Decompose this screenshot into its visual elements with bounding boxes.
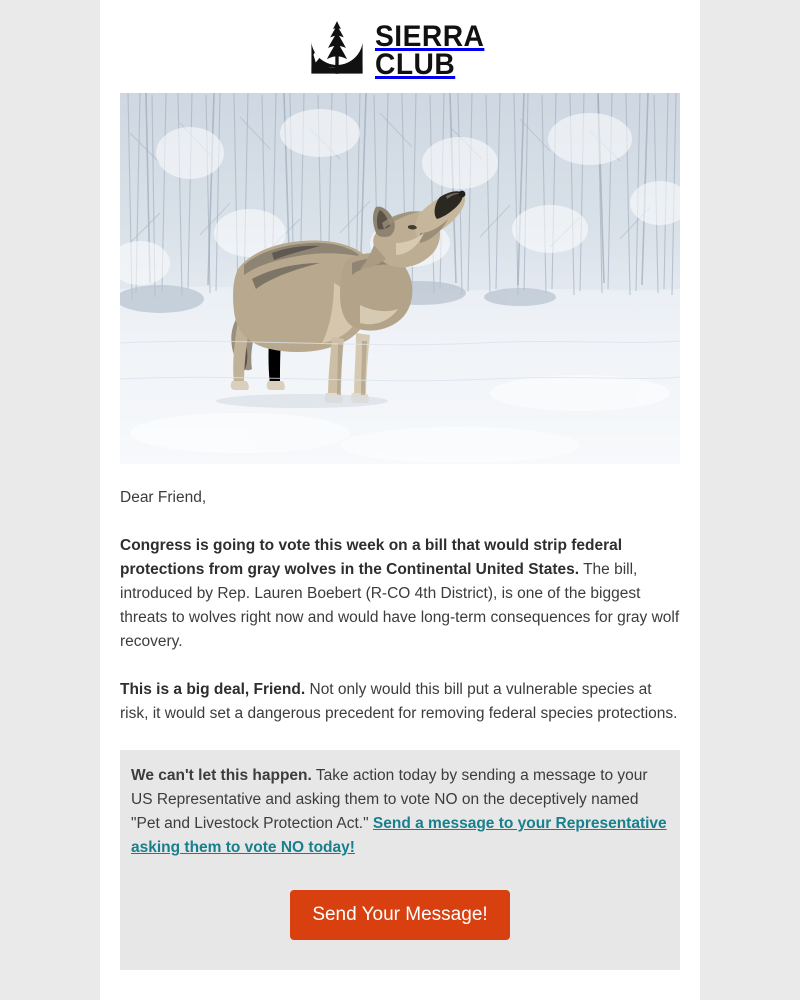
email-footer-space <box>100 970 700 996</box>
email-header <box>100 0 700 93</box>
logo-line-sierra: SIERRA <box>374 19 485 53</box>
email-card <box>100 0 700 1000</box>
paragraph-two <box>120 678 680 726</box>
logo-line-club: CLUB <box>374 47 456 81</box>
paragraph-one <box>120 534 680 654</box>
paragraph-two-lead: This is a big deal, Friend. <box>120 681 306 698</box>
paragraph-one-lead: Congress is going to vote this week on a bill that would strip federal protections from gray wolves in the Continental United States. <box>120 537 623 578</box>
send-message-link[interactable]: Send a message to your Representative asking them to vote NO today! <box>131 815 667 856</box>
send-your-message-button[interactable]: Send Your Message! <box>290 890 509 940</box>
cta-lead: We can't let this happen. <box>131 767 312 784</box>
call-to-action-box <box>120 750 680 866</box>
sierra-club-emblem-icon <box>309 20 365 81</box>
hero-image-container <box>100 93 700 464</box>
howling-wolf-photo[interactable] <box>120 93 680 464</box>
cta-rest: Take action today by sending a message to your US Representative and asking them to vote NO on the deceptively named "Pet and Livestock Protection Act." <box>131 767 648 832</box>
paragraph-one-rest: The bill, introduced by Rep. Lauren Boebert (R-CO 4th District), is one of the biggest threats to wolves right now and would have long-term consequences for gray wolf recovery. <box>120 561 680 650</box>
email-body <box>100 464 700 726</box>
salutation: Dear Friend, <box>120 489 207 506</box>
cta-button-row <box>120 866 680 970</box>
cta-paragraph <box>131 764 669 860</box>
sierra-club-logo-link[interactable] <box>309 20 491 81</box>
sierra-club-wordmark <box>374 19 491 81</box>
paragraph-two-rest: Not only would this bill put a vulnerable species at risk, it would set a dangerous precedent for removing federal species protections. <box>120 681 678 722</box>
